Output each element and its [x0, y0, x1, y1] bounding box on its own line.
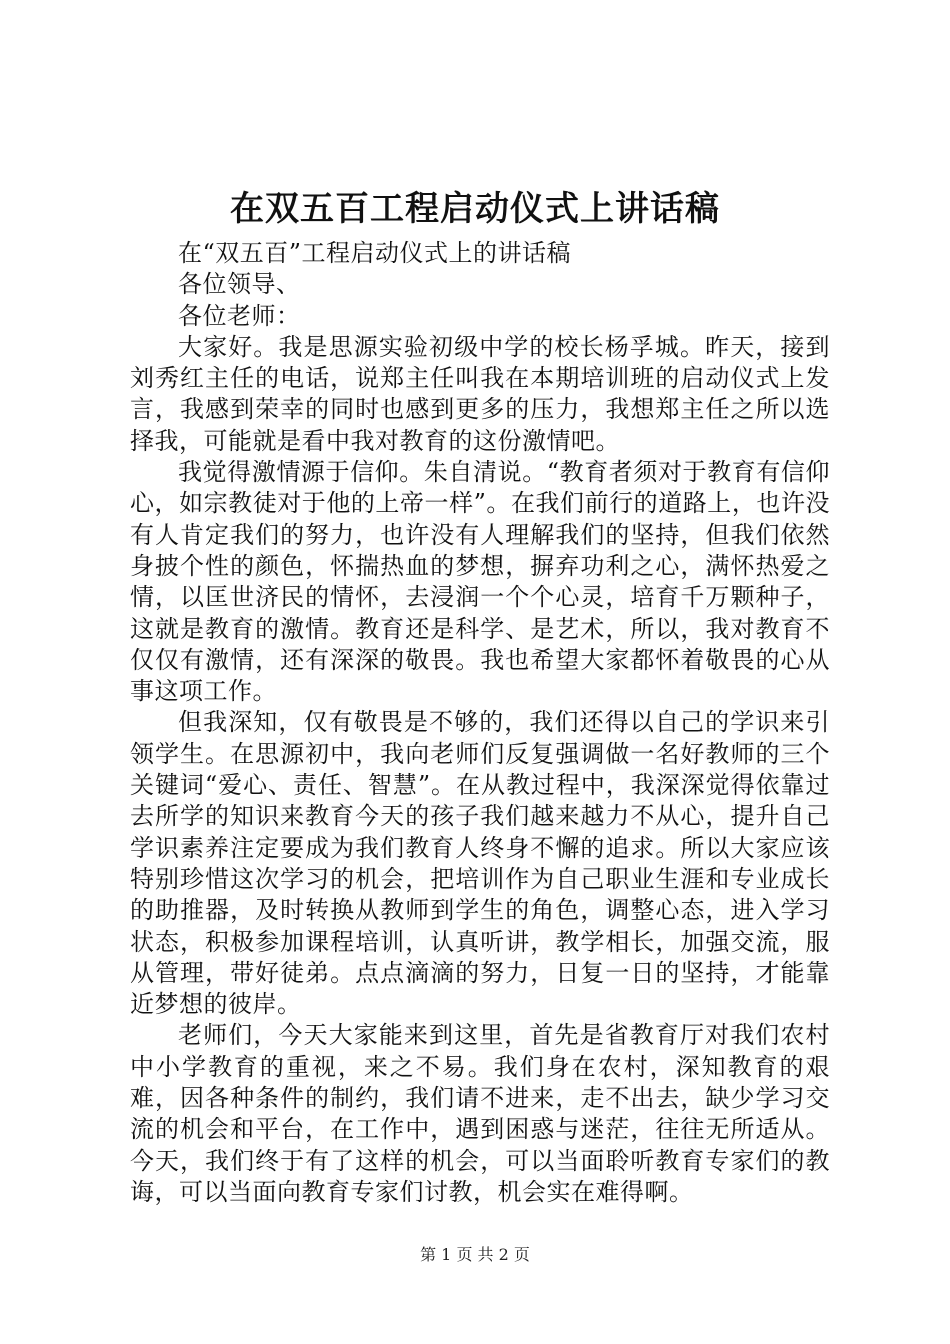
- paragraph-introduction: 大家好。我是思源实验初级中学的校长杨孚城。昨天，接到刘秀红主任的电话，说郑主任叫我在本期培训班的启动仪式上发言，我感到荣幸的同时也感到更多的压力，我想郑主任之所以选择我，可能就是看中我对教育的这份激情吧。: [130, 332, 830, 455]
- salutation-leaders: 各位领导、: [178, 270, 301, 299]
- paragraph-passion: 我觉得激情源于信仰。朱自清说。“教育者须对于教育有信仰心，如宗教徒对于他的上帝一样”。在我们前行的道路上，也许没有人肯定我们的努力，也许没有人理解我们的坚持，但我们依然身披个性的颜色，怀揣热血的梦想，摒弃功利之心，满怀热爱之情，以匡世济民的情怀，去浸润一个个心灵，培育千万颗种子，这就是教育的激情。教育还是科学、是艺术，所以，我对教育不仅仅有激情，还有深深的敬畏。我也希望大家都怀着敬畏的心从事这项工作。: [130, 458, 830, 706]
- paragraph-opportunity: 老师们，今天大家能来到这里，首先是省教育厅对我们农村中小学教育的重视，来之不易。我们身在农村，深知教育的艰难，因各种条件的制约，我们请不进来，走不出去，缺少学习交流的机会和平台，在工作中，遇到困惑与迷茫，往往无所适从。今天，我们终于有了这样的机会，可以当面聆听教育专家们的教诲，可以当面向教育专家们讨教，机会实在难得啊。: [130, 1021, 830, 1206]
- salutation-teachers: 各位老师：: [178, 301, 301, 330]
- speech-subtitle: 在“双五百”工程启动仪式上的讲话稿: [178, 239, 572, 267]
- document-body: [130, 238, 830, 1208]
- document-title: 在双五百工程启动仪式上讲话稿: [230, 189, 720, 229]
- paragraph-knowledge: 但我深知，仅有敬畏是不够的，我们还得以自己的学识来引领学生。在思源初中，我向老师们反复强调做一名好教师的三个关键词“爱心、责任、智慧”。在从教过程中，我深深觉得依靠过去所学的知识来教育今天的孩子我们越来越力不从心，提升自己学识素养注定要成为我们教育人终身不懈的追求。所以大家应该特别珍惜这次学习的机会，把培训作为自己职业生涯和专业成长的助推器，及时转换从教师到学生的角色，调整心态，进入学习状态，积极参加课程培训，认真听讲，教学相长，加强交流，服从管理，带好徒弟。点点滴滴的努力，日复一日的坚持，才能靠近梦想的彼岸。: [130, 708, 830, 1019]
- page-number-footer: 第 1 页 共 2 页: [420, 1245, 530, 1264]
